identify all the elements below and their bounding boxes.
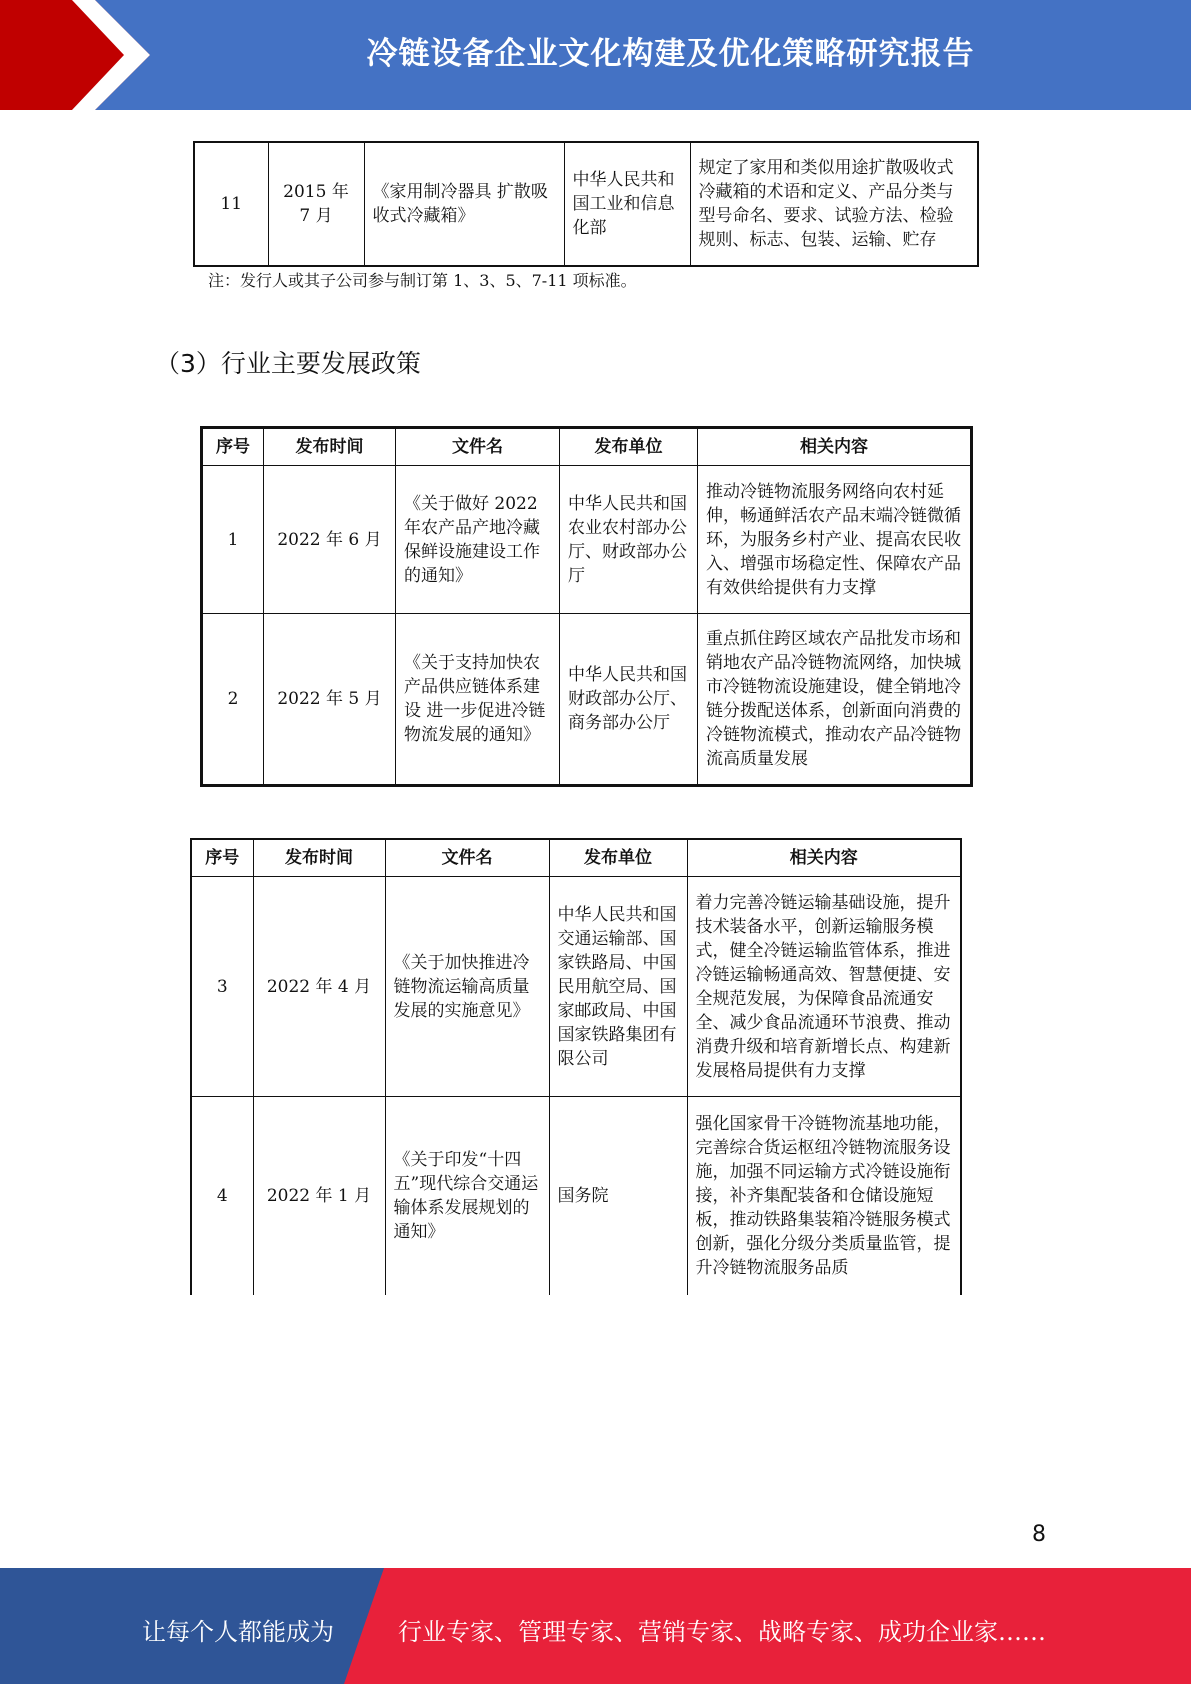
- cell-name: 《关于支持加快农产品供应链体系建设 进一步促进冷链物流发展的通知》: [396, 614, 560, 786]
- footer-slogan-right: 行业专家、管理专家、营销专家、战略专家、成功企业家……: [398, 1618, 1046, 1646]
- table-note: 注：发行人或其子公司参与制订第 1、3、5、7-11 项标准。: [208, 271, 637, 290]
- cell-name: 《关于印发“十四五”现代综合交通运输体系发展规划的通知》: [385, 1097, 549, 1295]
- cell-name: 《关于做好 2022 年农产品产地冷藏保鲜设施建设工作的通知》: [396, 466, 560, 614]
- table-row: [202, 614, 972, 786]
- cell-date: 2022 年 5 月: [264, 614, 396, 786]
- header-name: 文件名: [396, 428, 560, 466]
- header-date: 发布时间: [253, 839, 385, 877]
- header-content: 相关内容: [687, 839, 961, 877]
- header-no: 序号: [202, 428, 264, 466]
- table-header-row: [202, 428, 972, 466]
- header-content: 相关内容: [698, 428, 972, 466]
- footer-slogan-left: 让每个人都能成为: [142, 1618, 334, 1646]
- cell-no: 2: [202, 614, 264, 786]
- table-row: [194, 142, 978, 266]
- header-name: 文件名: [385, 839, 549, 877]
- header-title: 冷链设备企业文化构建及优化策略研究报告: [366, 36, 975, 72]
- section-heading: （3）行业主要发展政策: [155, 349, 421, 378]
- header-issuer: 发布单位: [549, 839, 687, 877]
- cell-no: 11: [194, 142, 268, 266]
- cell-date: 2022 年 6 月: [264, 466, 396, 614]
- cell-no: 1: [202, 466, 264, 614]
- page-number: 8: [1032, 1522, 1046, 1547]
- table-row: [191, 877, 961, 1097]
- cell-issuer: 中华人民共和国交通运输部、国家铁路局、中国民用航空局、国家邮政局、中国国家铁路集团有限公司: [549, 877, 687, 1097]
- header-date: 发布时间: [264, 428, 396, 466]
- cell-date: 2022 年 1 月: [253, 1097, 385, 1295]
- table-row: [191, 1097, 961, 1295]
- cell-issuer: 中华人民共和国财政部办公厅、商务部办公厅: [560, 614, 698, 786]
- cell-no: 3: [191, 877, 253, 1097]
- policy-table-1: [200, 426, 973, 787]
- cell-date: 2015 年 7 月: [268, 142, 364, 266]
- table-header-row: [191, 839, 961, 877]
- table-row: [202, 466, 972, 614]
- page-header: [0, 0, 1191, 110]
- header-issuer: 发布单位: [560, 428, 698, 466]
- standards-table: [193, 141, 979, 267]
- cell-content: 推动冷链物流服务网络向农村延伸，畅通鲜活农产品末端冷链微循环，为服务乡村产业、提高农民收入、增强市场稳定性、保障农产品有效供给提供有力支撑: [698, 466, 972, 614]
- policy-table-2: [190, 838, 962, 1295]
- cell-content: 规定了家用和类似用途扩散吸收式冷藏箱的术语和定义、产品分类与型号命名、要求、试验方法、检验规则、标志、包装、运输、贮存: [690, 142, 978, 266]
- page-footer: [0, 1568, 1191, 1684]
- cell-issuer: 中华人民共和国工业和信息化部: [564, 142, 690, 266]
- cell-content: 强化国家骨干冷链物流基地功能，完善综合货运枢纽冷链物流服务设施，加强不同运输方式冷链设施衔接，补齐集配装备和仓储设施短板，推动铁路集装箱冷链服务模式创新，强化分级分类质量监管，提升冷链物流服务品质: [687, 1097, 961, 1295]
- cell-content: 着力完善冷链运输基础设施，提升技术装备水平，创新运输服务模式，健全冷链运输监管体系，推进冷链运输畅通高效、智慧便捷、安全规范发展，为保障食品流通安全、减少食品流通环节浪费、推动消费升级和培育新增长点、构建新发展格局提供有力支撑: [687, 877, 961, 1097]
- cell-no: 4: [191, 1097, 253, 1295]
- cell-issuer: 国务院: [549, 1097, 687, 1295]
- cell-date: 2022 年 4 月: [253, 877, 385, 1097]
- cell-name: 《家用制冷器具 扩散吸收式冷藏箱》: [364, 142, 564, 266]
- cell-issuer: 中华人民共和国农业农村部办公厅、财政部办公厅: [560, 466, 698, 614]
- cell-content: 重点抓住跨区域农产品批发市场和销地农产品冷链物流网络，加快城市冷链物流设施建设，健全销地冷链分拨配送体系，创新面向消费的冷链物流模式，推动农产品冷链物流高质量发展: [698, 614, 972, 786]
- header-no: 序号: [191, 839, 253, 877]
- cell-name: 《关于加快推进冷链物流运输高质量发展的实施意见》: [385, 877, 549, 1097]
